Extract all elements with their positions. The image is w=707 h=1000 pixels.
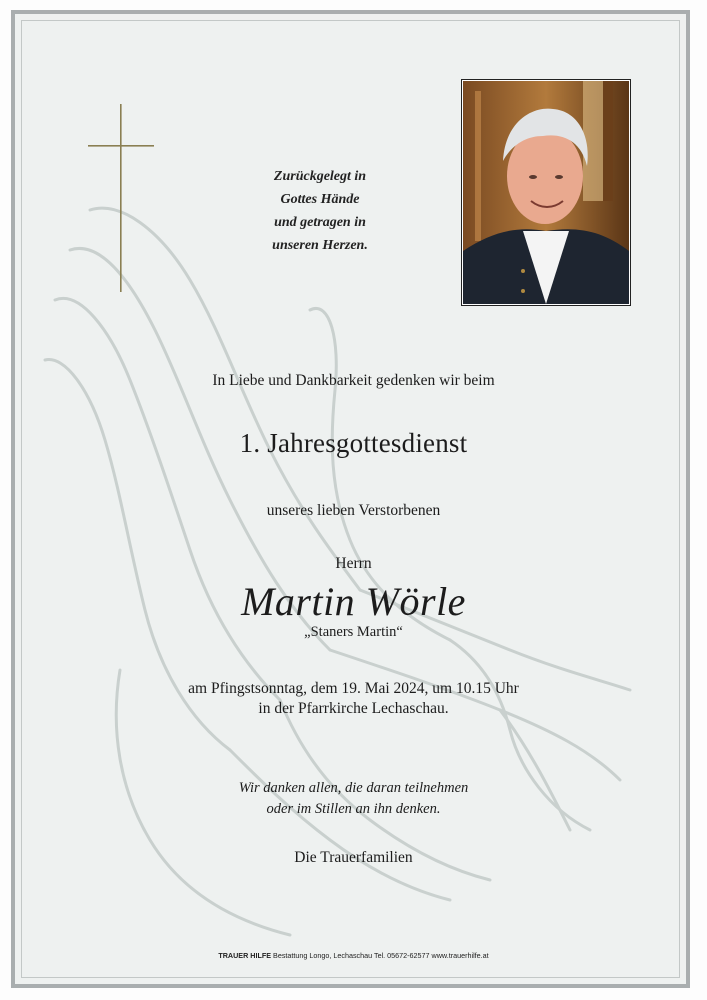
motto-line: Gottes Hände xyxy=(280,192,360,207)
motto-line: und getragen in xyxy=(274,215,366,230)
deceased-relation-text: unseres lieben Verstorbenen xyxy=(266,502,441,519)
cross-icon xyxy=(88,104,154,292)
nickname: „Staners Martin“ xyxy=(304,624,403,640)
footer-contact: Bestattung Longo, Lechaschau Tel. 05672-62577 www.trauerhilfe.at xyxy=(271,951,489,960)
motto-line: unseren Herzen. xyxy=(272,238,368,253)
intro-text: In Liebe und Dankbarkeit gedenken wir beim xyxy=(212,372,495,389)
thanks-line: Wir danken allen, die daran teilnehmen xyxy=(238,780,469,796)
honorific: Herrn xyxy=(335,555,372,572)
thanks-line: oder im Stillen an ihn denken. xyxy=(266,801,441,817)
footer-brand: TRAUER HILFE xyxy=(218,951,272,960)
service-date: am Pfingstsonntag, dem 19. Mai 2024, um 10.15 Uhr xyxy=(188,680,519,697)
family-signature: Die Trauerfamilien xyxy=(294,849,413,866)
deceased-name: Martin Wörle xyxy=(241,579,466,624)
motto-line: Zurückgelegt in xyxy=(273,169,367,184)
portrait-photo xyxy=(461,79,631,306)
event-title: 1. Jahresgottesdienst xyxy=(239,428,468,458)
service-place: in der Pfarrkirche Lechaschau. xyxy=(258,700,449,717)
footer-imprint xyxy=(0,951,707,960)
motto-verse xyxy=(230,165,410,257)
